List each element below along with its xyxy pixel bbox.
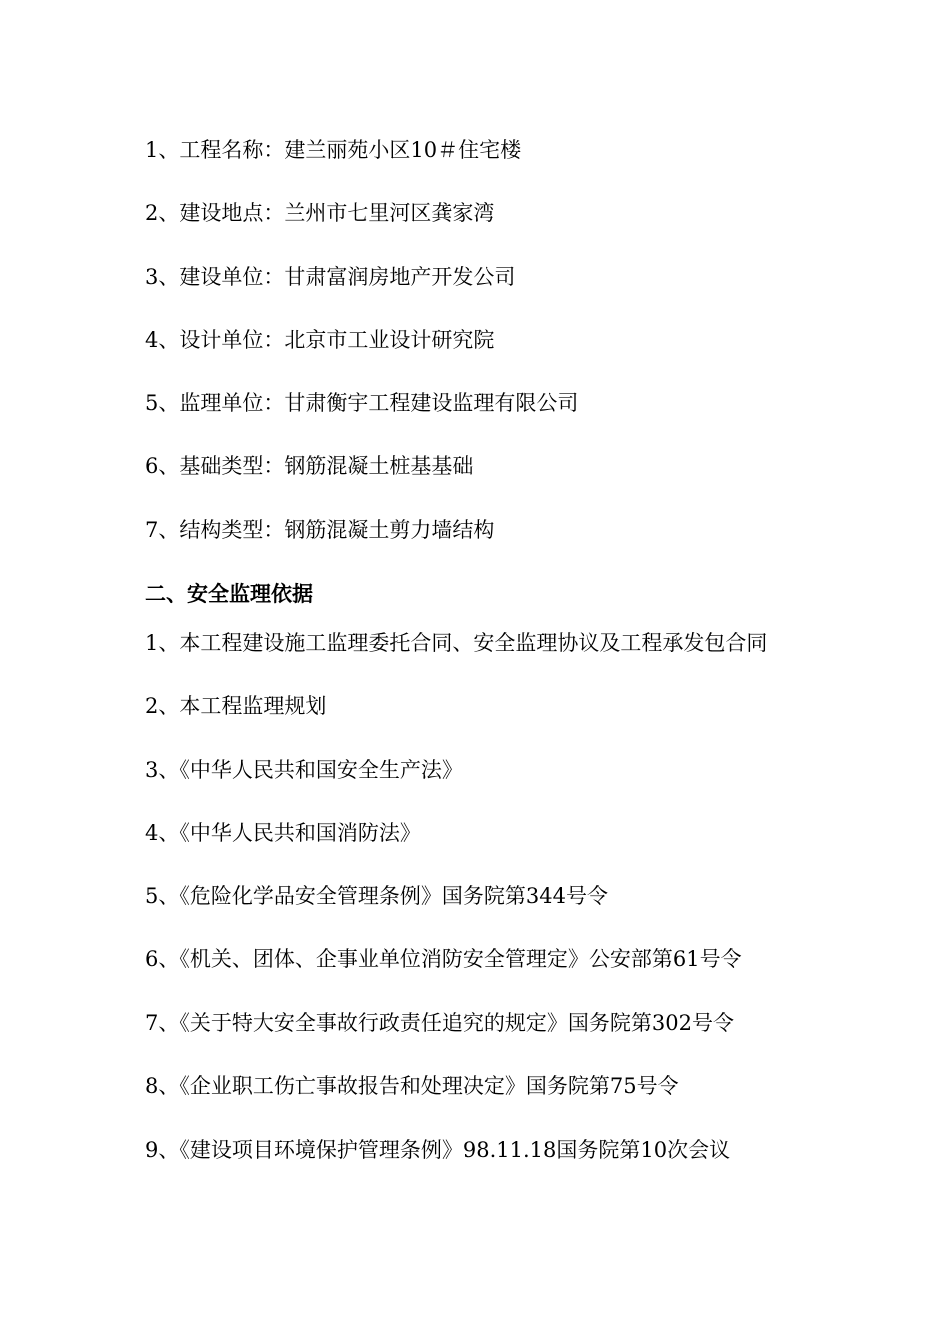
project-name-line: 1、工程名称：建兰丽苑小区10＃住宅楼: [145, 138, 522, 162]
basis-item: 5、《危险化学品安全管理条例》国务院第344号令: [145, 884, 608, 908]
supervision-unit-line: 5、监理单位：甘肃衡宇工程建设监理有限公司: [145, 391, 579, 415]
foundation-type-line: 6、基础类型：钢筋混凝土桩基基础: [145, 454, 474, 478]
project-location-line: 2、建设地点：兰州市七里河区龚家湾: [145, 201, 495, 225]
basis-item: 7、《关于特大安全事故行政责任追究的规定》国务院第302号令: [145, 1011, 734, 1035]
basis-item: 2、本工程监理规划: [145, 694, 327, 718]
basis-item: 9、《建设项目环境保护管理条例》98.11.18国务院第10次会议: [145, 1138, 731, 1162]
basis-item: 3、《中华人民共和国安全生产法》: [145, 758, 463, 782]
section-heading: 二、安全监理依据: [145, 581, 313, 606]
construction-unit-line: 3、建设单位：甘肃富润房地产开发公司: [145, 265, 516, 289]
structure-type-line: 7、结构类型：钢筋混凝土剪力墙结构: [145, 518, 495, 542]
basis-item: 8、《企业职工伤亡事故报告和处理决定》国务院第75号令: [145, 1074, 679, 1098]
basis-item: 4、《中华人民共和国消防法》: [145, 821, 421, 845]
basis-item: 6、《机关、团体、企事业单位消防安全管理定》公安部第61号令: [145, 947, 742, 971]
basis-item: 1、本工程建设施工监理委托合同、安全监理协议及工程承发包合同: [145, 631, 768, 655]
design-unit-line: 4、设计单位：北京市工业设计研究院: [145, 328, 495, 352]
